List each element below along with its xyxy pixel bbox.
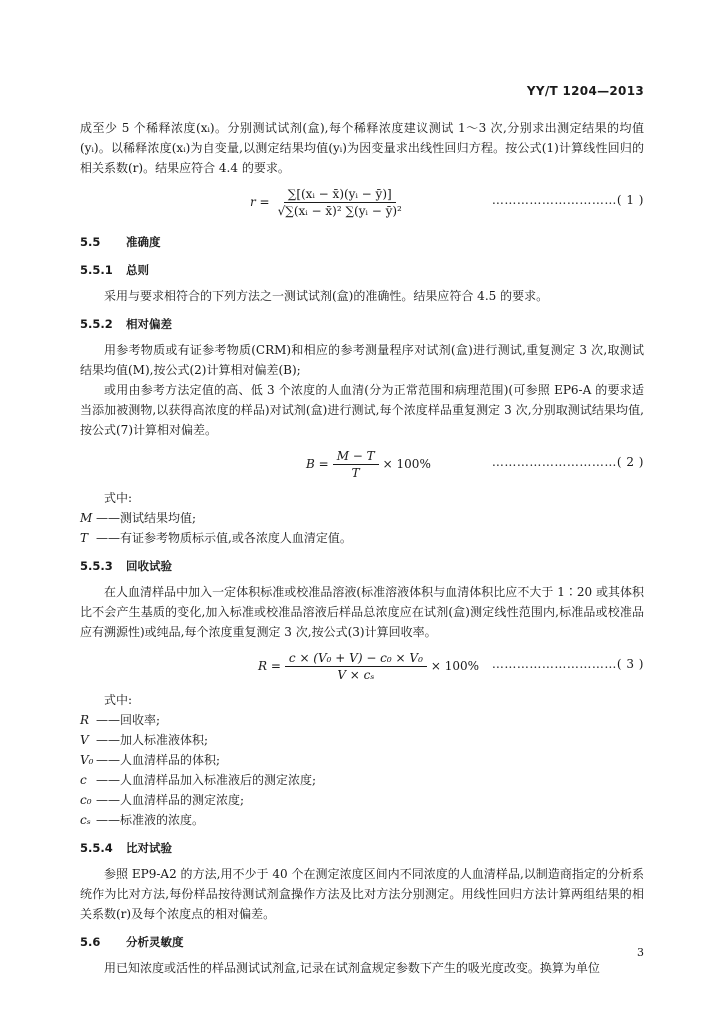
page-number: 3 xyxy=(637,946,644,959)
formula-3-numerator: c × (V₀ + V) − c₀ × V₀ xyxy=(285,651,427,667)
legend-item: cₛ ——标准液的浓度。 xyxy=(80,813,205,827)
section-5-5-2-paragraph-1: 用参考物质或有证参考物质(CRM)和相应的参考测量程序对试剂(盒)进行测试,重复测定 3 次,取测试结果均值(M),按公式(2)计算相对偏差(B); xyxy=(80,343,644,377)
section-5-6-heading xyxy=(80,932,644,952)
legend-item: R ——回收率; xyxy=(80,713,161,727)
section-5-5-2-paragraph-2: 或用由参考方法定值的高、低 3 个浓度的人血清(分为正常范围和病理范围)(可参照 EP6-A 的要求适当添加被测物,以获得高浓度的样品)对试剂(盒)进行测试,每个浓度样品重复测定 3 次,分别取测试结果均值,按公式(7)计算相对偏差。 xyxy=(80,383,644,437)
section-5-5-heading xyxy=(80,232,644,252)
formula-1-tag: …………………………( 1 ) xyxy=(491,193,644,207)
section-title: 相对偏差 xyxy=(126,317,172,331)
formula-1-denominator: √∑(xᵢ − x̄)² ∑(yᵢ − ȳ)² xyxy=(277,203,402,218)
section-5-5-4-paragraph: 参照 EP9-A2 的方法,用不少于 40 个在测定浓度区间内不同浓度的人血清样品,以制造商指定的分析系统作为比对方法,每份样品按待测试剂盒操作方法及比对方法分别测定。用线性回归方法计算两组结果的相关系数(r)及每个浓度点的相对偏差。 xyxy=(80,867,644,921)
formula-3-tag: …………………………( 3 ) xyxy=(491,657,644,671)
legend-item: c ——人血清样品加入标准液后的测定浓度; xyxy=(80,773,317,787)
formula-1-numerator: ∑[(xᵢ − x̄)(yᵢ − ȳ)] xyxy=(284,187,396,203)
legend-item: M ——测试结果均值; xyxy=(80,511,197,525)
formula-3-tail: × 100% xyxy=(430,659,480,673)
standard-code-header: YY/T 1204—2013 xyxy=(526,84,644,98)
formula-2-numerator: M − T xyxy=(333,449,379,465)
formula-2-legend xyxy=(80,488,644,548)
section-number: 5.6 xyxy=(80,935,101,949)
formula-2-lhs: B = xyxy=(306,457,329,471)
legend-item: T ——有证参考物质标示值,或各浓度人血清定值。 xyxy=(80,531,352,545)
formula-2 xyxy=(80,442,644,486)
legend-item: V₀ ——人血清样品的体积; xyxy=(80,753,221,767)
section-number: 5.5.2 xyxy=(80,317,113,331)
section-5-5-1-paragraph: 采用与要求相符合的下列方法之一测试试剂(盒)的准确性。结果应符合 4.5 的要求。 xyxy=(104,289,549,303)
section-title: 准确度 xyxy=(126,235,161,249)
formula-2-fraction xyxy=(333,449,379,480)
formula-1-lhs: r = xyxy=(250,195,270,209)
page-content xyxy=(80,118,644,978)
formula-3-fraction xyxy=(285,651,427,682)
section-5-6-paragraph: 用已知浓度或活性的样品测试试剂盒,记录在试剂盒规定参数下产生的吸光度改变。换算为单位 xyxy=(104,961,600,975)
formula-2-tail: × 100% xyxy=(382,457,431,471)
formula-2-denominator: T xyxy=(351,465,360,480)
section-5-5-2-heading xyxy=(80,314,644,334)
section-5-5-3-heading xyxy=(80,556,644,576)
legend-title: 式中: xyxy=(104,693,133,707)
legend-item: V ——加人标准液体积; xyxy=(80,733,209,747)
section-number: 5.5.4 xyxy=(80,841,113,855)
section-title: 回收试验 xyxy=(126,559,172,573)
section-5-5-3-paragraph: 在人血清样品中加入一定体积标准或校准品溶液(标准溶液体积与血清体积比应不大于 1∶20 或其体积比不会产生基质的变化,加入标准或校准品溶液后样品总浓度应在试剂(盒)测定线性范围内,标准品或校准品应有溯源性)或纯品,每个浓度重复测定 3 次,按公式(3)计算回收率。 xyxy=(80,585,644,639)
formula-1-fraction xyxy=(274,187,406,218)
legend-item: c₀ ——人血清样品的测定浓度; xyxy=(80,793,245,807)
legend-title: 式中: xyxy=(104,491,133,505)
section-number: 5.5.1 xyxy=(80,263,113,277)
formula-3-legend xyxy=(80,690,644,830)
section-5-5-4-heading xyxy=(80,838,644,858)
section-title: 总则 xyxy=(126,263,149,277)
formula-2-tag: …………………………( 2 ) xyxy=(491,455,644,469)
section-number: 5.5.3 xyxy=(80,559,113,573)
intro-paragraph: 成至少 5 个稀释浓度(xᵢ)。分别测试试剂(盒),每个稀释浓度建议测试 1～3 次,分别求出测定结果的均值(yᵢ)。以稀释浓度(xᵢ)为自变量,以测定结果均值(yᵢ)为因变量求出线性回归方程。按公式(1)计算线性回归的相关系数(r)。结果应符合 4.4 的要求。 xyxy=(80,121,644,175)
section-title: 比对试验 xyxy=(126,841,172,855)
section-5-5-1-heading xyxy=(80,260,644,280)
section-title: 分析灵敏度 xyxy=(126,935,184,949)
formula-1 xyxy=(80,180,644,224)
formula-3 xyxy=(80,644,644,688)
formula-3-lhs: R = xyxy=(258,659,281,673)
formula-3-denominator: V × cₛ xyxy=(337,667,375,682)
section-number: 5.5 xyxy=(80,235,101,249)
